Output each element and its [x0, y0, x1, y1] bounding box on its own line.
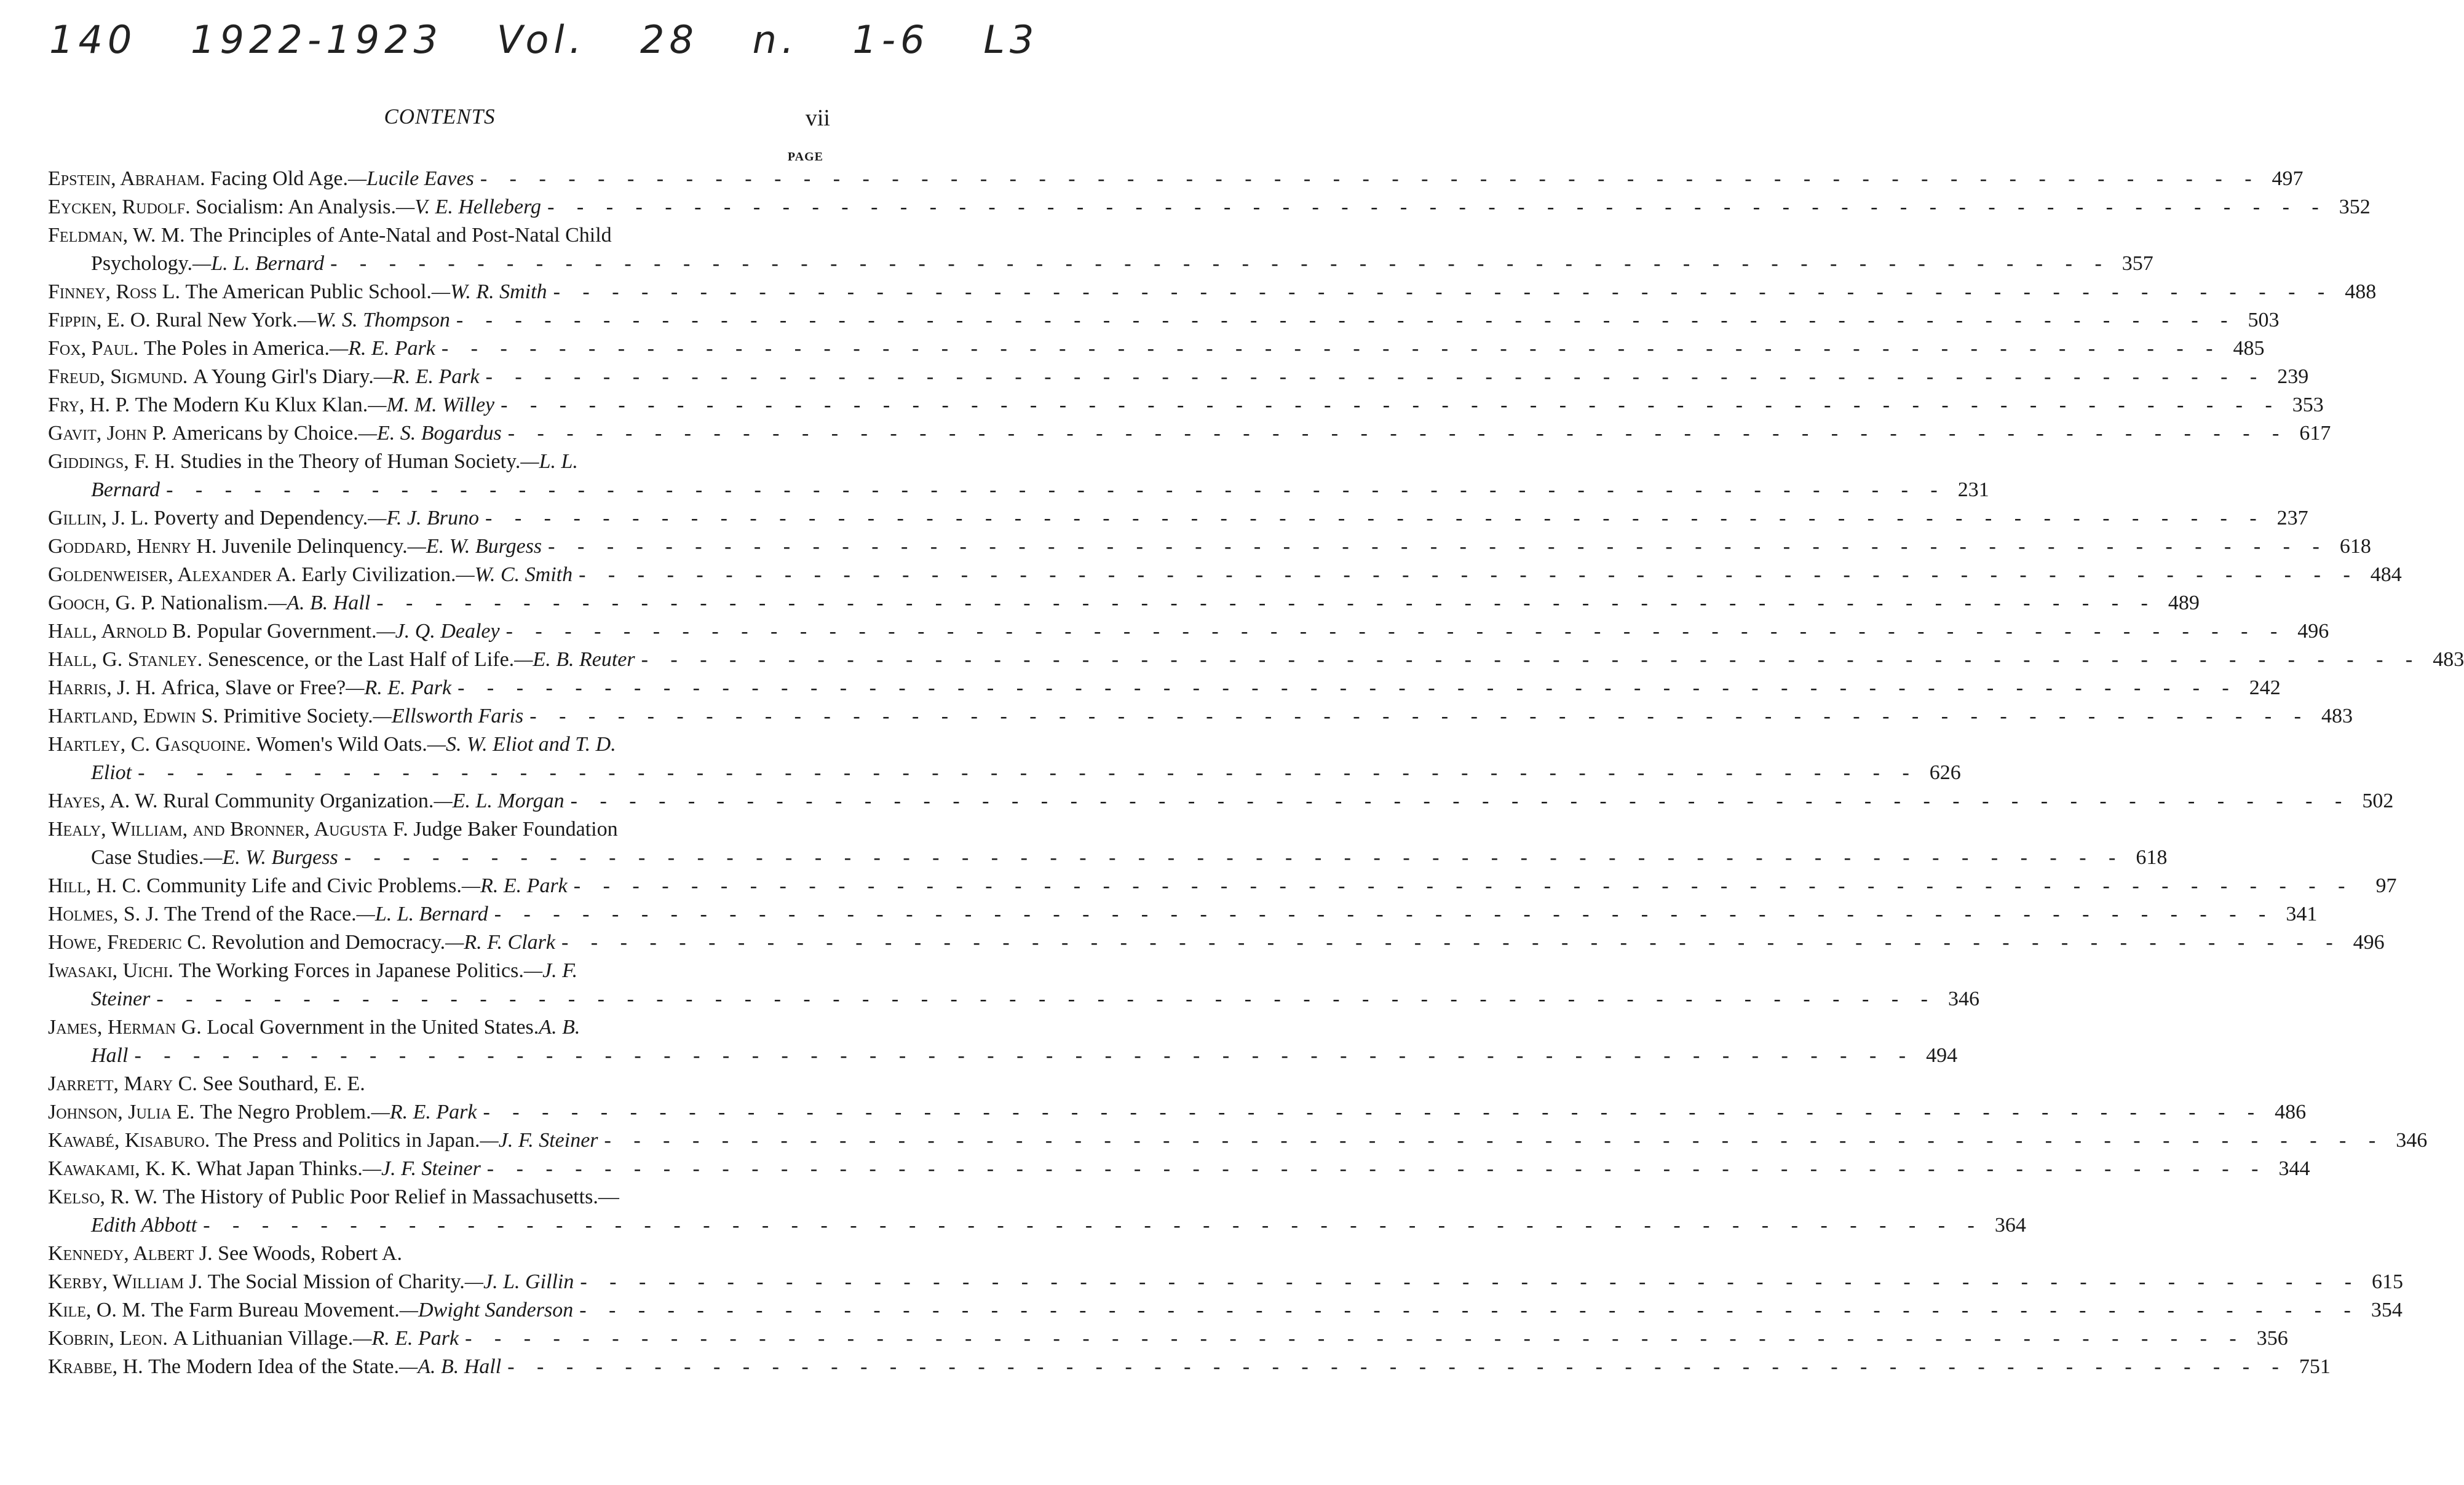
entry-author: Giddings, F. H.: [48, 450, 175, 473]
entry-line: [48, 815, 830, 844]
contents-entry: [48, 731, 1961, 787]
leader-dots: [480, 165, 2260, 193]
entry-line: [48, 646, 2464, 674]
entry-page: 618: [2339, 535, 2371, 558]
entry-author: Goldenweiser, Alexander A.: [48, 563, 296, 586]
entry-page: 341: [2286, 903, 2318, 925]
leader-dots: [548, 533, 2328, 561]
entry-author: Fippin, E. O.: [48, 309, 151, 331]
leader-dots: [604, 1127, 2385, 1155]
entry-line: [48, 1183, 830, 1211]
entry-author: Gavit, John P.: [48, 422, 167, 445]
entry-title: Socialism: An Analysis.: [196, 196, 396, 218]
entry-author: Jarrett, Mary C.: [48, 1072, 197, 1095]
page-header: [49, 105, 830, 135]
contents-entry: [48, 363, 2309, 391]
leader-dots: [547, 193, 2327, 221]
entry-reviewer: —R. E. Park: [373, 365, 480, 388]
entry-reviewer: —J. F.: [523, 959, 578, 982]
entry-page: 489: [2168, 592, 2200, 614]
entry-author: Krabbe, H.: [48, 1355, 143, 1378]
entry-author: Gooch, G. P.: [48, 592, 156, 614]
leader-dots: [487, 1155, 2267, 1183]
contents-entry: [48, 702, 2353, 731]
entry-author: Healy, William, and Bronner, Augusta F.: [48, 818, 408, 841]
contents-entry: [48, 1013, 1958, 1070]
entry-reviewer: —E. L. Morgan: [434, 790, 565, 812]
leader-dots: [485, 504, 2265, 533]
entry-line: [48, 1127, 2428, 1155]
contents-entry: [48, 1325, 2288, 1353]
entry-author: Finney, Ross L.: [48, 280, 181, 303]
entry-title: The History of Public Poor Relief in Massachusetts.—: [162, 1186, 619, 1208]
contents-entry: [48, 335, 2265, 363]
entry-page: 626: [1929, 761, 1961, 784]
leader-dots: [580, 1268, 2360, 1296]
entry-author: Kawabé, Kisaburo.: [48, 1129, 210, 1152]
entry-author: Hartley, C. Gasquoine.: [48, 733, 252, 756]
leader-dots: [465, 1325, 2245, 1353]
entry-page: 356: [2256, 1327, 2288, 1350]
entry-title: Early Civilization.: [301, 563, 456, 586]
entry-reviewer: —Lucile Eaves: [347, 167, 474, 190]
entry-author: Kobrin, Leon.: [48, 1327, 168, 1350]
entry-page: 364: [1994, 1214, 2026, 1237]
entry-line: [48, 504, 2308, 533]
entry-page: 488: [2345, 280, 2377, 303]
contents-entry: [48, 900, 2318, 929]
entry-reviewer: —W. S. Thompson: [297, 309, 450, 331]
entry-reviewer: —W. R. Smith: [431, 280, 547, 303]
contents-entry: [48, 561, 2402, 589]
entry-page: 242: [2249, 676, 2281, 699]
entry-reviewer: —J. F. Steiner: [362, 1157, 481, 1180]
entry-title: Nationalism.: [160, 592, 268, 614]
entry-line: [48, 419, 2331, 448]
entry-reviewer-cont: Steiner: [91, 988, 151, 1010]
entry-title: Revolution and Democracy.: [211, 931, 446, 954]
entry-title: The Trend of the Race.: [164, 903, 357, 925]
entry-title: Primitive Society.: [223, 705, 373, 727]
entry-line: [48, 872, 2397, 900]
entry-author: Fry, H. P.: [48, 394, 130, 416]
entry-page: 239: [2277, 365, 2309, 388]
leader-dots: [483, 1098, 2263, 1127]
leader-dots: [506, 617, 2286, 646]
entry-line: [48, 589, 2200, 617]
entry-page: 231: [1957, 478, 1989, 501]
entry-title: Local Government in the United States.: [207, 1016, 539, 1039]
entry-reviewer: —R. E. Park: [353, 1327, 459, 1350]
leader-dots: [529, 702, 2310, 731]
contents-entry: [48, 957, 1979, 1013]
contents-entry: [48, 221, 2153, 278]
entry-author: Johnson, Julia E.: [48, 1101, 195, 1123]
entry-page: 617: [2299, 422, 2331, 445]
entry-title: Poverty and Dependency.: [154, 507, 368, 529]
entry-page: 352: [2339, 196, 2371, 218]
entry-author: Iwasaki, Uichi.: [48, 959, 174, 982]
leader-dots: [501, 391, 2281, 419]
entry-title: What Japan Thinks.: [196, 1157, 363, 1180]
entry-reviewer: —J. L. Gillin: [464, 1270, 574, 1293]
contents-entry: [48, 1296, 2403, 1325]
leader-dots: [166, 476, 1946, 504]
entry-reviewer: —R. E. Park: [371, 1101, 477, 1123]
entry-reviewer: —V. E. Helleberg: [395, 196, 542, 218]
contents-entry: [48, 1098, 2307, 1127]
entry-page: 344: [2278, 1157, 2310, 1180]
entry-reviewer: —R. F. Clark: [445, 931, 555, 954]
entry-title: A Young Girl's Diary.: [192, 365, 374, 388]
entry-page: 354: [2371, 1299, 2403, 1321]
entry-title: Community Life and Civic Problems.: [146, 874, 462, 897]
entry-page: 486: [2275, 1101, 2307, 1123]
entry-line: [48, 985, 1979, 1013]
leader-dots: [456, 306, 2236, 335]
entry-title: The Press and Politics in Japan.: [215, 1129, 480, 1152]
entry-author: Hill, H. C.: [48, 874, 141, 897]
entry-page: 751: [2299, 1355, 2331, 1378]
entry-line: [48, 561, 2402, 589]
entry-page: 615: [2372, 1270, 2404, 1293]
contents-entry: [48, 165, 2304, 193]
leader-dots: [579, 1296, 2359, 1325]
entry-line: [48, 1013, 830, 1042]
contents-entry: [48, 646, 2464, 674]
leader-dots: [344, 844, 2125, 872]
entry-line: [48, 759, 1961, 787]
entry-line: [48, 1240, 830, 1268]
entry-title: The Negro Problem.: [200, 1101, 371, 1123]
entry-line: [48, 193, 2371, 221]
leader-dots: [561, 929, 2342, 957]
entry-reviewer-cont: Bernard: [91, 478, 160, 501]
entry-page: 494: [1926, 1044, 1958, 1067]
entry-author: Kawakami, K. K.: [48, 1157, 191, 1180]
entry-title: The Principles of Ante-Natal and Post-Natal Child: [190, 224, 612, 247]
entry-reviewer: —J. Q. Dealey: [376, 620, 500, 643]
entry-title: See Woods, Robert A.: [218, 1242, 402, 1265]
entry-reviewer: —A. B. Hall: [398, 1355, 502, 1378]
contents-entry: [48, 617, 2329, 646]
contents-title: CONTENTS: [384, 105, 496, 129]
entry-page: 496: [2297, 620, 2329, 643]
entry-page: 483: [2321, 705, 2353, 727]
entry-line: [48, 787, 2394, 815]
entry-line: [48, 1296, 2403, 1325]
leader-dots: [203, 1211, 1983, 1240]
contents-entry: [48, 391, 2324, 419]
contents-entry: [48, 929, 2385, 957]
entry-page: 357: [2121, 252, 2153, 275]
entry-reviewer: —E. W. Burgess: [407, 535, 542, 558]
entry-page: 502: [2362, 790, 2394, 812]
entry-author: Freud, Sigmund.: [48, 365, 188, 388]
entry-reviewer: —R. E. Park: [346, 676, 452, 699]
page-number-roman: vii: [805, 105, 830, 131]
entry-reviewer: —R. E. Park: [461, 874, 568, 897]
entry-line: [48, 335, 2265, 363]
entry-title: Popular Government.: [196, 620, 377, 643]
entry-title: The American Public School.: [185, 280, 432, 303]
contents-entry: [48, 787, 2394, 815]
entry-title: Juvenile Delinquency.: [221, 535, 408, 558]
entry-author: Feldman, W. M.: [48, 224, 185, 247]
contents-entry: [48, 1240, 830, 1268]
entry-reviewer: —E. W. Burgess: [204, 846, 338, 869]
entry-page: 497: [2272, 167, 2304, 190]
entry-title: A Lithuanian Village.: [173, 1327, 354, 1350]
contents-entry: [48, 1183, 2026, 1240]
entry-author: Hartland, Edwin S.: [48, 705, 218, 727]
contents-entry: [48, 1155, 2310, 1183]
leader-dots: [134, 1042, 1914, 1070]
entry-title: Rural Community Organization.: [163, 790, 434, 812]
entry-author: Hayes, A. W.: [48, 790, 158, 812]
contents-entry: [48, 278, 2377, 306]
contents-entry: [48, 1268, 2404, 1296]
entry-reviewer-cont: Eliot: [91, 761, 132, 784]
contents-entry: [48, 674, 2281, 702]
entry-line: [48, 533, 2371, 561]
entry-line: [48, 900, 2318, 929]
leader-dots: [571, 787, 2351, 815]
contents-entry: [48, 193, 2371, 221]
entry-line: [48, 957, 830, 985]
entry-line: [48, 844, 2168, 872]
entry-author: Kennedy, Albert J.: [48, 1242, 213, 1265]
entry-author: Hall, G. Stanley.: [48, 648, 203, 671]
entry-reviewer: —A. B. Hall: [267, 592, 371, 614]
contents-entry: [48, 533, 2371, 561]
contents-entry: [48, 1127, 2428, 1155]
entry-title: The Poles in America.: [143, 337, 330, 360]
entry-title: Africa, Slave or Free?: [161, 676, 346, 699]
entry-author: Kelso, R. W.: [48, 1186, 158, 1208]
leader-dots: [458, 674, 2238, 702]
entry-page: 483: [2433, 648, 2464, 671]
entry-page: 484: [2370, 563, 2402, 586]
entry-page: 618: [2136, 846, 2168, 869]
entry-line: [48, 731, 830, 759]
contents-entry: [48, 448, 1989, 504]
leader-dots: [486, 363, 2266, 391]
entry-author: Eycken, Rudolf.: [48, 196, 191, 218]
entry-line: [48, 278, 2377, 306]
entry-reviewer: —S. W. Eliot and T. D.: [427, 733, 616, 756]
entry-page: 485: [2233, 337, 2265, 360]
entry-title: Americans by Choice.: [172, 422, 359, 445]
entry-author: Holmes, S. J.: [48, 903, 159, 925]
entry-line: [48, 363, 2309, 391]
entry-title-cont: Case Studies.: [91, 846, 204, 869]
entry-title: Rural New York.: [156, 309, 298, 331]
entry-author: Howe, Frederic C.: [48, 931, 207, 954]
entry-reviewer: —F. J. Bruno: [368, 507, 479, 529]
entry-reviewer: —E. B. Reuter: [514, 648, 635, 671]
entry-title: Studies in the Theory of Human Society.: [180, 450, 521, 473]
entry-line: [48, 1070, 830, 1098]
entry-title: The Working Forces in Japanese Politics.: [178, 959, 524, 982]
entry-line: [48, 448, 830, 476]
leader-dots: [156, 985, 1936, 1013]
leader-dots: [138, 759, 1918, 787]
entry-line: [48, 929, 2385, 957]
entry-title: The Modern Idea of the State.: [148, 1355, 399, 1378]
entry-line: [48, 250, 2153, 278]
entry-title: Women's Wild Oats.: [256, 733, 427, 756]
entry-reviewer: —L. L. Bernard: [356, 903, 488, 925]
entry-page: 346: [2396, 1129, 2428, 1152]
contents-entry: [48, 1353, 2331, 1381]
entry-author: Harris, J. H.: [48, 676, 156, 699]
entry-title: The Modern Ku Klux Klan.: [135, 394, 368, 416]
handwritten-annotation: 140 1922-1923 Vol. 28 n. 1-6 L3: [49, 17, 1039, 62]
entry-reviewer: —J. F. Steiner: [480, 1129, 598, 1152]
entry-title: The Farm Bureau Movement.: [151, 1299, 400, 1321]
entry-reviewer: —Ellsworth Faris: [373, 705, 524, 727]
contents-entry: [48, 504, 2308, 533]
leader-dots: [507, 1353, 2288, 1381]
entry-line: [48, 306, 2280, 335]
entry-line: [48, 1211, 2026, 1240]
entry-reviewer-cont: Edith Abbott: [91, 1214, 197, 1237]
contents-list: [48, 165, 2464, 1381]
entry-line: [48, 391, 2324, 419]
entry-line: [48, 1268, 2404, 1296]
entry-reviewer: —E. S. Bogardus: [358, 422, 502, 445]
entry-title: Senescence, or the Last Half of Life.: [207, 648, 515, 671]
page-column-label: PAGE: [787, 150, 823, 164]
contents-entry: [48, 872, 2397, 900]
entry-line: [48, 1155, 2310, 1183]
entry-title: See Southard, E. E.: [202, 1072, 365, 1095]
contents-entry: [48, 306, 2280, 335]
entry-title: The Social Mission of Charity.: [207, 1270, 465, 1293]
entry-line: [48, 1325, 2288, 1353]
entry-author: Kile, O. M.: [48, 1299, 146, 1321]
entry-author: Gillin, J. L.: [48, 507, 149, 529]
leader-dots: [579, 561, 2359, 589]
entry-title: Judge Baker Foundation: [413, 818, 618, 841]
entry-author: James, Herman G.: [48, 1016, 202, 1039]
contents-entry: [48, 1070, 830, 1098]
contents-entry: [48, 419, 2331, 448]
leader-dots: [494, 900, 2275, 929]
entry-page: 496: [2353, 931, 2385, 954]
entry-reviewer-cont: Hall: [91, 1044, 129, 1067]
leader-dots: [553, 278, 2334, 306]
entry-reviewer: —L. L. Bernard: [192, 252, 325, 275]
contents-entry: [48, 815, 2168, 872]
entry-author: Kerby, William J.: [48, 1270, 203, 1293]
leader-dots: [641, 646, 2422, 674]
entry-line: [48, 221, 830, 250]
entry-line: [48, 702, 2353, 731]
entry-title: Facing Old Age.: [210, 167, 348, 190]
entry-line: [48, 1353, 2331, 1381]
entry-line: [48, 1098, 2307, 1127]
entry-line: [48, 674, 2281, 702]
leader-dots: [376, 589, 2157, 617]
entry-author: Fox, Paul.: [48, 337, 139, 360]
entry-reviewer: —M. M. Willey: [368, 394, 495, 416]
entry-title-cont: Psychology.: [91, 252, 192, 275]
contents-entry: [48, 589, 2200, 617]
entry-page: 346: [1947, 988, 1979, 1010]
entry-reviewer: —R. E. Park: [329, 337, 435, 360]
entry-page: 97: [2375, 874, 2397, 897]
entry-page: 503: [2248, 309, 2280, 331]
entry-reviewer: —Dwight Sanderson: [399, 1299, 574, 1321]
entry-page: 237: [2276, 507, 2308, 529]
entry-page: 353: [2292, 394, 2324, 416]
entry-line: [48, 1042, 1958, 1070]
entry-reviewer: —W. C. Smith: [456, 563, 573, 586]
leader-dots: [508, 419, 2288, 448]
entry-author: Hall, Arnold B.: [48, 620, 192, 643]
entry-reviewer: —L. L.: [520, 450, 578, 473]
entry-line: [48, 617, 2329, 646]
entry-author: Epstein, Abraham.: [48, 167, 205, 190]
leader-dots: [442, 335, 2222, 363]
entry-reviewer: A. B.: [539, 1016, 580, 1039]
leader-dots: [574, 872, 2354, 900]
entry-line: [48, 165, 2304, 193]
entry-author: Goddard, Henry H.: [48, 535, 217, 558]
entry-line: [48, 476, 1989, 504]
leader-dots: [330, 250, 2110, 278]
